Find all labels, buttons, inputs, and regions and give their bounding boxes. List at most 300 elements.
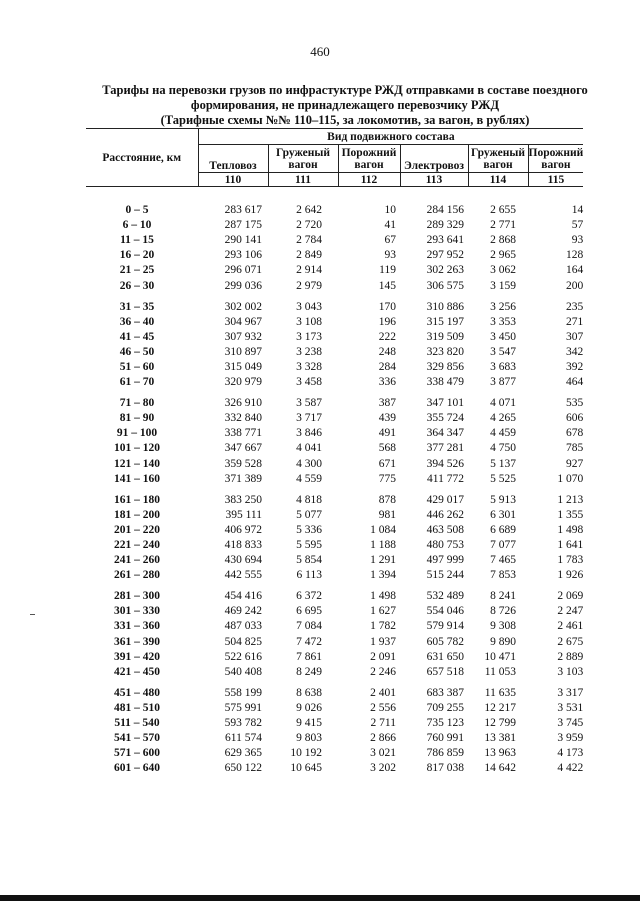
- distance-cell: 11 – 15: [120, 234, 154, 247]
- cell-111: 7 084: [296, 620, 322, 633]
- title-line-1: Тарифы на перевозки грузов по инфрастуктуре РЖД отправками в составе поездного: [102, 83, 588, 97]
- table-row: [86, 523, 583, 538]
- cell-114: 2 655: [490, 204, 516, 217]
- cell-112: 439: [378, 412, 396, 425]
- table-row: [86, 665, 583, 680]
- cell-115: 4 173: [557, 747, 584, 760]
- table-row: [86, 315, 583, 330]
- cell-114: 9 308: [490, 620, 516, 633]
- cell-112: 1 937: [370, 635, 396, 648]
- column-header-110: Тепловоз: [198, 145, 268, 173]
- cell-114: 12 799: [484, 717, 516, 730]
- cell-114: 11 053: [484, 665, 516, 678]
- cell-110: 359 528: [224, 457, 262, 470]
- distance-cell: 51 – 60: [119, 360, 155, 373]
- cell-111: 9 415: [296, 717, 322, 730]
- distance-cell: 61 – 70: [119, 376, 155, 389]
- table-row: [86, 426, 583, 441]
- distance-header: Расстояние, км: [86, 129, 198, 187]
- distance-cell: 141 – 160: [114, 472, 160, 485]
- distance-cell: 221 – 240: [114, 539, 160, 552]
- cell-115: 1 926: [557, 569, 584, 582]
- cell-115: 307: [566, 330, 584, 343]
- cell-110: 304 967: [224, 315, 262, 328]
- cell-114: 2 965: [490, 249, 516, 262]
- cell-110: 283 617: [224, 204, 262, 217]
- cell-113: 411 772: [427, 472, 464, 485]
- cell-115: 785: [566, 442, 584, 455]
- cell-113: 364 347: [426, 427, 464, 440]
- cell-114: 13 381: [484, 732, 516, 745]
- cell-112: 2 866: [370, 732, 396, 745]
- table-row: [86, 441, 583, 456]
- cell-110: 575 991: [224, 701, 262, 714]
- cell-112: 1 084: [370, 523, 396, 536]
- cell-114: 9 890: [490, 635, 516, 648]
- table-row: [86, 761, 583, 776]
- cell-115: 3 103: [557, 665, 584, 678]
- cell-114: 7 853: [490, 569, 516, 582]
- rolling-stock-header: Вид подвижного состава: [198, 129, 583, 145]
- cell-111: 2 642: [296, 204, 322, 217]
- cell-115: 93: [571, 234, 584, 247]
- table-row: [86, 538, 583, 553]
- cell-115: 14: [571, 204, 584, 217]
- table-row: [86, 375, 583, 390]
- table-row: [86, 701, 583, 716]
- cell-113: 532 489: [426, 590, 464, 603]
- cell-115: 1 498: [557, 523, 584, 536]
- distance-cell: 16 – 20: [119, 249, 155, 262]
- cell-114: 7 465: [490, 554, 516, 567]
- table-row: [86, 411, 583, 426]
- distance-cell: 0 – 5: [125, 204, 149, 217]
- cell-115: 927: [566, 457, 584, 470]
- distance-cell: 91 – 100: [116, 427, 158, 440]
- cell-113: 289 329: [426, 219, 464, 232]
- cell-111: 4 300: [296, 457, 322, 470]
- cell-111: 9 803: [296, 732, 322, 745]
- cell-114: 5 137: [490, 457, 516, 470]
- table-body: [86, 187, 583, 777]
- cell-113: 683 387: [426, 686, 464, 699]
- cell-115: 235: [566, 300, 584, 313]
- distance-cell: 361 – 390: [114, 635, 160, 648]
- distance-cell: 31 – 35: [119, 300, 155, 313]
- table-row: [86, 345, 583, 360]
- distance-cell: 101 – 120: [114, 442, 160, 455]
- cell-112: 284: [378, 360, 396, 373]
- table-row: [86, 233, 583, 248]
- cell-113: 310 886: [426, 300, 464, 313]
- cell-111: 10 192: [290, 747, 322, 760]
- table-row: [86, 716, 583, 731]
- cell-113: 297 952: [426, 249, 464, 262]
- cell-113: 347 101: [426, 397, 464, 410]
- cell-110: 287 175: [224, 219, 262, 232]
- table-row: [86, 472, 583, 487]
- cell-110: 293 106: [224, 249, 262, 262]
- cell-110: 418 833: [224, 539, 262, 552]
- cell-113: 284 156: [426, 204, 464, 217]
- table-row: [86, 218, 583, 233]
- cell-115: 2 247: [557, 605, 584, 618]
- distance-cell: 511 – 540: [114, 717, 160, 730]
- cell-112: 145: [378, 279, 396, 292]
- table-row: [86, 487, 583, 508]
- cell-114: 3 683: [490, 360, 516, 373]
- cell-112: 119: [379, 264, 396, 277]
- cell-115: 342: [566, 345, 584, 358]
- cell-110: 315 049: [224, 360, 262, 373]
- distance-cell: 391 – 420: [114, 650, 160, 663]
- distance-cell: 26 – 30: [119, 279, 155, 292]
- page-number: 460: [310, 44, 330, 59]
- cell-112: 93: [384, 249, 396, 262]
- cell-111: 3 846: [296, 427, 322, 440]
- cell-115: 271: [566, 315, 584, 328]
- cell-111: 3 173: [296, 330, 322, 343]
- cell-114: 3 256: [490, 300, 516, 313]
- cell-111: 8 638: [296, 686, 322, 699]
- cell-112: 10: [384, 204, 396, 217]
- distance-cell: 601 – 640: [114, 762, 160, 775]
- cell-110: 611 574: [225, 732, 262, 745]
- cell-113: 657 518: [426, 665, 464, 678]
- cell-112: 387: [378, 397, 396, 410]
- cell-114: 7 077: [490, 539, 516, 552]
- cell-115: 464: [566, 376, 584, 389]
- cell-114: 4 459: [490, 427, 516, 440]
- cell-110: 302 002: [224, 300, 262, 313]
- cell-115: 4 422: [557, 762, 584, 775]
- cell-115: 200: [566, 279, 584, 292]
- cell-114: 2 868: [490, 234, 516, 247]
- distance-cell: 21 – 25: [119, 264, 155, 277]
- cell-114: 8 241: [490, 590, 516, 603]
- table-row: [86, 650, 583, 665]
- table-row: [86, 248, 583, 263]
- cell-111: 5 077: [296, 508, 322, 521]
- cell-115: 3 745: [557, 717, 584, 730]
- distance-cell: 41 – 45: [119, 330, 155, 343]
- cell-113: 579 914: [426, 620, 464, 633]
- cell-112: 671: [378, 457, 396, 470]
- table-row: [86, 508, 583, 523]
- page-title: [80, 83, 610, 128]
- cell-113: 338 479: [426, 376, 464, 389]
- distance-cell: 81 – 90: [119, 412, 155, 425]
- cell-115: 2 069: [557, 590, 584, 603]
- cell-110: 454 416: [224, 590, 262, 603]
- cell-114: 3 062: [490, 264, 516, 277]
- cell-114: 5 913: [490, 493, 516, 506]
- cell-110: 442 555: [224, 569, 262, 582]
- cell-111: 6 372: [296, 590, 322, 603]
- cell-114: 2 771: [490, 219, 516, 232]
- cell-113: 394 526: [426, 457, 464, 470]
- distance-cell: 36 – 40: [119, 315, 155, 328]
- cell-111: 2 849: [296, 249, 322, 262]
- cell-115: 3 531: [557, 701, 584, 714]
- cell-110: 326 910: [224, 397, 262, 410]
- cell-113: 377 281: [426, 442, 464, 455]
- cell-110: 290 141: [224, 234, 262, 247]
- cell-115: 678: [566, 427, 584, 440]
- cell-113: 446 262: [426, 508, 464, 521]
- cell-115: 1 641: [557, 539, 584, 552]
- column-header-115: Порожний вагон: [528, 146, 584, 171]
- cell-112: 2 711: [370, 717, 396, 730]
- cell-113: 515 244: [426, 569, 464, 582]
- distance-cell: 541 – 570: [114, 732, 160, 745]
- cell-110: 629 365: [224, 747, 262, 760]
- distance-cell: 181 – 200: [114, 508, 160, 521]
- cell-110: 487 033: [224, 620, 262, 633]
- table-row: [86, 604, 583, 619]
- cell-113: 293 641: [426, 234, 464, 247]
- cell-114: 3 353: [490, 315, 516, 328]
- column-code-114: 114: [468, 173, 528, 187]
- cell-112: 3 202: [370, 762, 396, 775]
- cell-111: 5 595: [296, 539, 322, 552]
- cell-113: 631 650: [426, 650, 464, 663]
- cell-110: 504 825: [224, 635, 262, 648]
- cell-114: 8 726: [490, 605, 516, 618]
- cell-111: 7 472: [296, 635, 322, 648]
- table-row: [86, 635, 583, 650]
- cell-114: 12 217: [484, 701, 516, 714]
- cell-112: 1 498: [370, 590, 396, 603]
- cell-110: 522 616: [224, 650, 262, 663]
- distance-cell: 451 – 480: [114, 686, 160, 699]
- column-header-111: Груженый вагон: [268, 145, 338, 173]
- cell-110: 650 122: [224, 762, 262, 775]
- distance-cell: 121 – 140: [114, 457, 160, 470]
- cell-113: 463 508: [426, 523, 464, 536]
- table-row: [86, 731, 583, 746]
- column-code-115: 115: [528, 173, 583, 187]
- cell-110: 310 897: [224, 345, 262, 358]
- cell-113: 319 509: [426, 330, 464, 343]
- cell-111: 10 645: [290, 762, 322, 775]
- table-row: [86, 553, 583, 568]
- cell-110: 320 979: [224, 376, 262, 389]
- cell-112: 3 021: [370, 747, 396, 760]
- cell-112: 775: [378, 472, 396, 485]
- cell-111: 3 717: [296, 412, 322, 425]
- cell-111: 4 041: [296, 442, 322, 455]
- cell-114: 3 450: [490, 330, 516, 343]
- cell-114: 11 635: [484, 686, 516, 699]
- cell-113: 480 753: [426, 539, 464, 552]
- cell-114: 5 525: [490, 472, 516, 485]
- cell-113: 554 046: [426, 605, 464, 618]
- cell-112: 2 401: [370, 686, 396, 699]
- cell-112: 222: [378, 330, 396, 343]
- cell-112: 41: [384, 219, 396, 232]
- cell-111: 6 113: [296, 569, 322, 582]
- cell-110: 383 250: [224, 493, 262, 506]
- cell-112: 568: [378, 442, 396, 455]
- cell-115: 2 675: [557, 635, 584, 648]
- cell-113: 302 263: [426, 264, 464, 277]
- cell-112: 1 291: [370, 554, 396, 567]
- cell-115: 3 959: [557, 732, 584, 745]
- cell-110: 540 408: [224, 665, 262, 678]
- cell-110: 406 972: [224, 523, 262, 536]
- cell-111: 9 026: [296, 701, 322, 714]
- distance-cell: 421 – 450: [114, 665, 160, 678]
- cell-112: 1 394: [370, 569, 396, 582]
- cell-113: 497 999: [426, 554, 464, 567]
- title-line-2: формирования, не принадлежащего перевозчику РЖД: [190, 98, 500, 112]
- cell-111: 7 861: [296, 650, 322, 663]
- table-row: [86, 457, 583, 472]
- distance-cell: 241 – 260: [114, 554, 160, 567]
- cell-115: 392: [566, 360, 584, 373]
- cell-115: 606: [566, 412, 584, 425]
- margin-mark: [30, 614, 35, 615]
- cell-115: 128: [566, 249, 584, 262]
- cell-111: 3 587: [296, 397, 322, 410]
- cell-112: 67: [384, 234, 396, 247]
- cell-111: 4 818: [296, 493, 322, 506]
- cell-111: 3 043: [296, 300, 322, 313]
- cell-113: 760 991: [426, 732, 464, 745]
- column-header-112: Порожний вагон: [338, 145, 400, 173]
- column-code-110: 110: [198, 173, 268, 187]
- cell-113: 605 782: [426, 635, 464, 648]
- table-row: [86, 680, 583, 701]
- table-row: [86, 330, 583, 345]
- column-code-113: 113: [400, 173, 468, 187]
- distance-cell: 71 – 80: [119, 397, 155, 410]
- cell-113: 429 017: [426, 493, 464, 506]
- cell-110: 347 667: [224, 442, 262, 455]
- cell-112: 491: [378, 427, 396, 440]
- cell-112: 336: [378, 376, 396, 389]
- cell-112: 2 556: [370, 701, 396, 714]
- cell-110: 332 840: [224, 412, 262, 425]
- cell-111: 3 238: [296, 345, 322, 358]
- cell-112: 1 782: [370, 620, 396, 633]
- scan-bottom-edge: [0, 895, 640, 901]
- table-row: [86, 263, 583, 278]
- distance-cell: 301 – 330: [114, 605, 160, 618]
- cell-113: 786 859: [426, 747, 464, 760]
- cell-115: 164: [566, 264, 584, 277]
- cell-111: 2 784: [296, 234, 322, 247]
- column-code-111: 111: [268, 173, 338, 187]
- cell-111: 2 979: [296, 279, 322, 292]
- table-row: [86, 619, 583, 634]
- cell-114: 3 547: [490, 345, 516, 358]
- cell-113: 817 038: [426, 762, 464, 775]
- distance-cell: 6 – 10: [122, 219, 152, 232]
- cell-113: 306 575: [426, 279, 464, 292]
- cell-114: 4 750: [490, 442, 516, 455]
- cell-115: 2 461: [557, 620, 584, 633]
- distance-cell: 481 – 510: [114, 701, 160, 714]
- cell-112: 878: [378, 493, 396, 506]
- cell-110: 296 071: [224, 264, 262, 277]
- column-code-112: 112: [338, 173, 400, 187]
- distance-cell: 331 – 360: [114, 620, 160, 633]
- distance-cell: 46 – 50: [119, 345, 155, 358]
- cell-115: 1 070: [557, 472, 584, 485]
- cell-114: 3 159: [490, 279, 516, 292]
- cell-112: 1 627: [370, 605, 396, 618]
- cell-115: 1 783: [557, 554, 584, 567]
- tariff-table: [86, 128, 583, 776]
- table-row: [86, 294, 583, 315]
- column-header-114: Груженый вагон: [468, 145, 528, 173]
- cell-111: 3 108: [296, 315, 322, 328]
- cell-110: 307 932: [224, 330, 262, 343]
- distance-cell: 261 – 280: [114, 569, 160, 582]
- cell-114: 6 301: [490, 508, 516, 521]
- cell-115: 3 317: [557, 686, 584, 699]
- table-row: [86, 390, 583, 411]
- cell-112: 2 091: [370, 650, 396, 663]
- cell-112: 196: [378, 315, 396, 328]
- distance-cell: 201 – 220: [114, 523, 160, 536]
- cell-111: 3 458: [296, 376, 322, 389]
- cell-112: 2 246: [370, 665, 396, 678]
- table-row: [86, 746, 583, 761]
- table-row: [86, 583, 583, 604]
- cell-110: 299 036: [224, 279, 262, 292]
- title-line-3: (Тарифные схемы №№ 110–115, за локомотив, за вагон, в рублях): [160, 113, 530, 127]
- cell-115: 1 355: [557, 508, 584, 521]
- cell-114: 6 689: [490, 523, 516, 536]
- cell-110: 558 199: [224, 686, 262, 699]
- cell-114: 13 963: [484, 747, 516, 760]
- cell-110: 430 694: [224, 554, 262, 567]
- cell-113: 735 123: [426, 717, 464, 730]
- cell-115: 2 889: [557, 650, 584, 663]
- cell-112: 1 188: [370, 539, 396, 552]
- cell-111: 2 720: [296, 219, 322, 232]
- table-row: [86, 360, 583, 375]
- cell-111: 4 559: [296, 472, 322, 485]
- cell-112: 170: [378, 300, 396, 313]
- column-header-113: Электровоз: [400, 145, 468, 173]
- cell-111: 6 695: [296, 605, 322, 618]
- table-row: [86, 278, 583, 293]
- cell-111: 8 249: [296, 665, 322, 678]
- cell-113: 323 820: [426, 345, 464, 358]
- cell-110: 371 389: [224, 472, 262, 485]
- cell-113: 355 724: [426, 412, 464, 425]
- cell-111: 5 336: [296, 523, 322, 536]
- cell-111: 5 854: [296, 554, 322, 567]
- cell-113: 315 197: [426, 315, 464, 328]
- cell-111: 2 914: [296, 264, 322, 277]
- cell-110: 593 782: [224, 717, 262, 730]
- cell-114: 3 877: [490, 376, 516, 389]
- cell-114: 14 642: [484, 762, 516, 775]
- cell-114: 4 265: [490, 412, 516, 425]
- cell-115: 1 213: [557, 493, 584, 506]
- cell-115: 57: [571, 219, 584, 232]
- cell-112: 981: [378, 508, 396, 521]
- cell-114: 10 471: [484, 650, 516, 663]
- table-row: [86, 568, 583, 583]
- cell-110: 395 111: [225, 508, 262, 521]
- table-row: [86, 187, 583, 219]
